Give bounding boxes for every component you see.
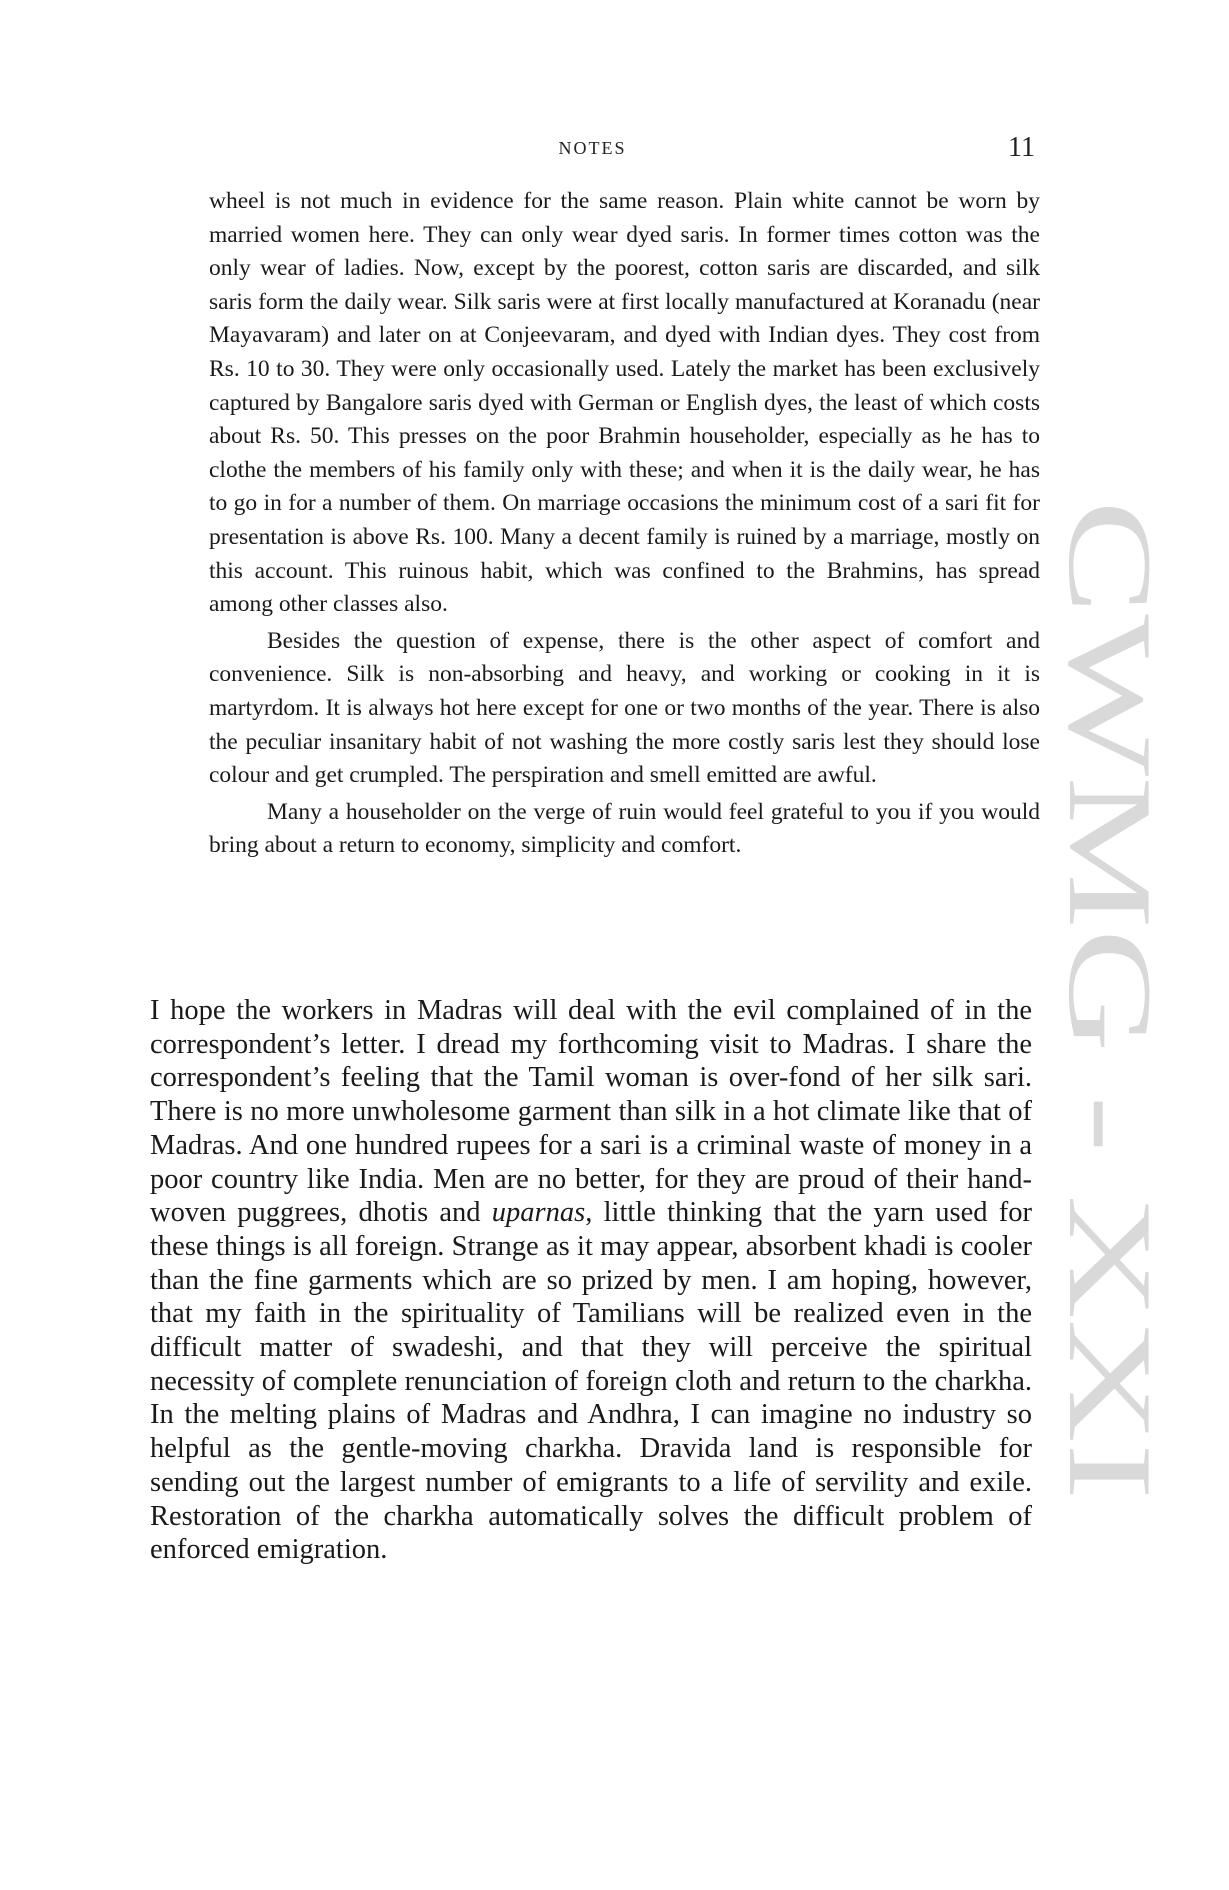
quote-paragraph-2: Besides the question of expense, there is the other aspect of comfort and convenience. Silk is non-absorbing and heavy, and working or cooking in it is martyrdom. It is always hot here except for one or two months of the year. There is also the peculiar insanitary habit of not washing the more costly saris lest they should lose colour and get crumpled. The perspiration and smell emitted are awful. — [209, 627, 1040, 789]
watermark — [1030, 500, 1177, 1520]
main-text-part-2: , little thinking that the yarn used for these things is all foreign. Strange as it may appear, absorbent khadi is cooler than the fine garments which are so prized by men. I am hoping, however, that my faith in the spirituality of Tamilians will be realized even in the difficult matter of swadeshi, and that they will perceive the spiritual necessity of complete renunciation of foreign cloth and return to the charkha. In the melting plains of Madras and Andhra, I can imagine no industry so helpful as the gentle-moving charkha. Dravida land is responsible for sending out the largest number of emigrants to a life of servility and exile. Restoration of the charkha automatically solves the difficult problem of enforced emigration. — [150, 1197, 1032, 1566]
main-paragraph — [150, 994, 1032, 1567]
page-header — [150, 132, 1035, 166]
main-text — [150, 994, 1032, 1567]
running-head: NOTES — [558, 138, 627, 158]
quoted-letter — [209, 185, 1040, 866]
quote-paragraph-3: Many a householder on the verge of ruin would feel grateful to you if you would bring about a return to economy, simplicity and comfort. — [209, 798, 1040, 859]
quote-paragraph-1: wheel is not much in evidence for the same reason. Plain white cannot be worn by married women here. They can only wear dyed saris. In former times cotton was the only wear of ladies. Now, except by the poorest, cotton saris are discarded, and silk saris form the daily wear. Silk saris were at first locally manufactured at Koranadu (near Mayavaram) and later on at Conjeevaram, and dyed with Indian dyes. They cost from Rs. 10 to 30. They were only occasionally used. Lately the market has been exclusively captured by Bangalore saris dyed with German or English dyes, the least of which costs about Rs. 50. This presses on the poor Brahmin householder, especially as he has to clothe the members of his family only with these; and when it is the daily wear, he has to go in for a number of them. On marriage occasions the minimum cost of a sari fit for presentation is above Rs. 100. Many a decent family is ruined by a marriage, mostly on this account. This ruinous habit, which was confined to the Brahmins, has spread among other classes also. — [209, 188, 1040, 618]
page-number: 11 — [1008, 132, 1035, 163]
main-text-part-1: I hope the workers in Madras will deal with the evil complained of in the correspondent’s letter. I dread my forthcoming visit to Madras. I share the correspondent’s feeling that the Tamil woman is over-fond of her silk sari. There is no more unwholesome garment than silk in a hot climate like that of Madras. And one hundred rupees for a sari is a criminal waste of money in a poor country like India. Men are no better, for they are proud of their hand-woven puggrees, dhotis and — [150, 995, 1032, 1229]
italic-term: uparnas — [491, 1197, 586, 1229]
watermark-text: CWMG - XXI — [1044, 500, 1177, 1200]
